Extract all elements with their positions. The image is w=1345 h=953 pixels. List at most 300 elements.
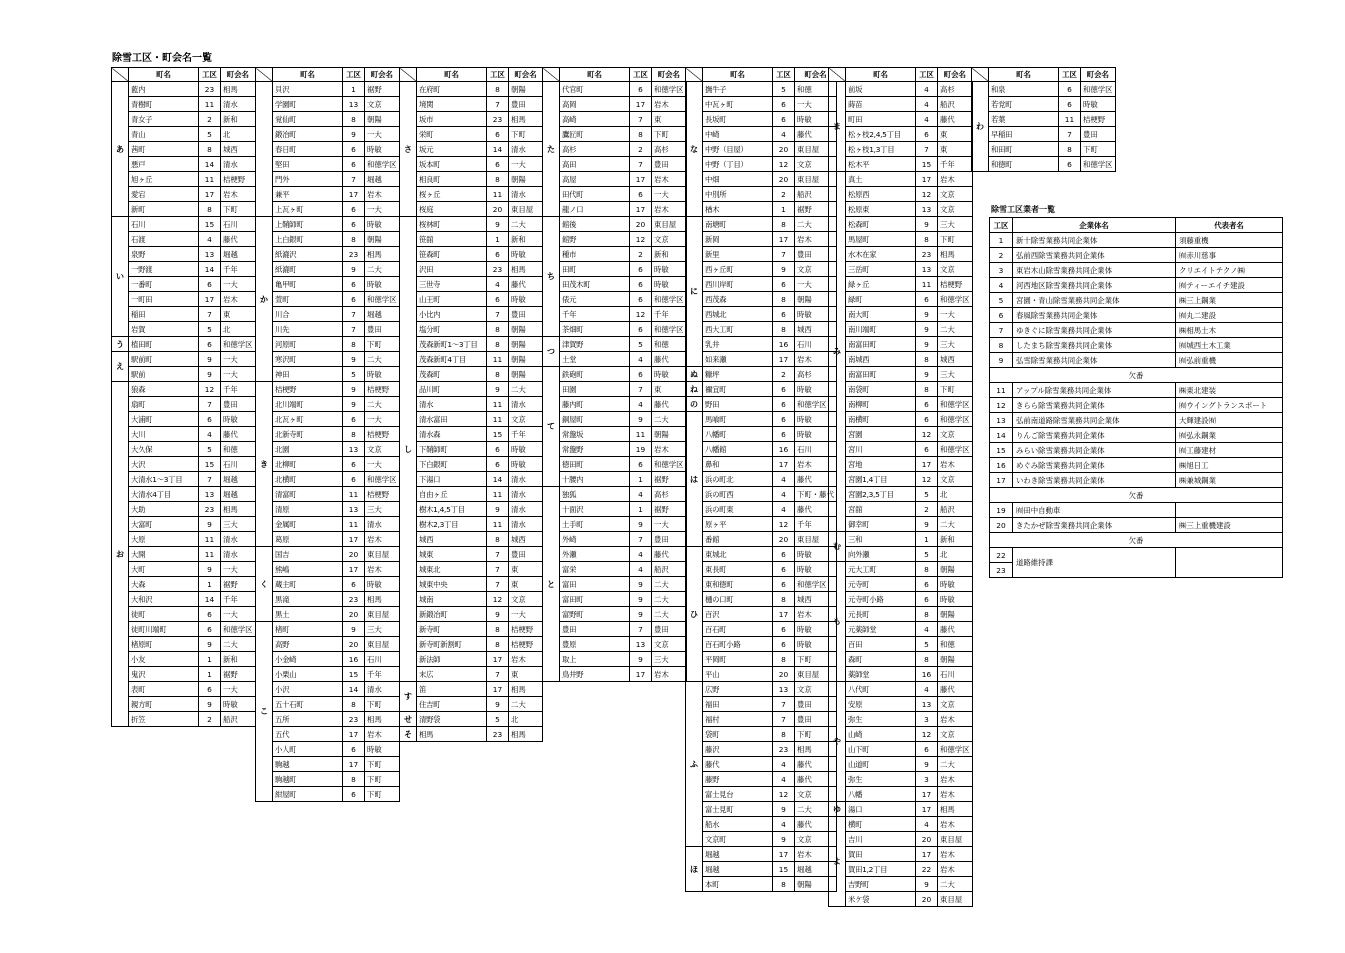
table-row	[400, 697, 543, 712]
contractor-row	[990, 428, 1283, 443]
table-row	[256, 652, 400, 667]
town-name: 駒越	[273, 757, 343, 772]
table-row	[256, 712, 400, 727]
table-row	[112, 442, 256, 457]
contractor-rep: 大輝建設㈲	[1176, 413, 1283, 428]
table-row	[256, 412, 400, 427]
table-row	[543, 112, 687, 127]
association-name: 時敏	[365, 742, 400, 757]
district-number: 14	[199, 262, 221, 277]
contractor-district: 7	[990, 323, 1013, 338]
association-name: 時敏	[795, 637, 837, 652]
association-name: 和徳学区	[1081, 157, 1116, 172]
town-name: 吉野町	[846, 877, 916, 892]
town-name: 駅前町	[129, 352, 199, 367]
association-name: 時敏	[365, 217, 400, 232]
association-name: 下町	[938, 232, 973, 247]
town-name: 大助	[129, 502, 199, 517]
table-row	[256, 202, 400, 217]
association-name: 和徳学区	[652, 292, 687, 307]
district-number: 9	[343, 352, 365, 367]
contractor-rep: クリエイトテクノ㈱	[1176, 263, 1283, 278]
town-name: 紺屋町	[273, 787, 343, 802]
town-name: 小友	[129, 652, 199, 667]
table-row	[400, 547, 543, 562]
district-number: 4	[630, 487, 652, 502]
district-number: 6	[343, 277, 365, 292]
district-number: 7	[630, 382, 652, 397]
table-row	[972, 127, 1116, 142]
district-number: 3	[916, 772, 938, 787]
town-name: 松ヶ枝1,3丁目	[846, 142, 916, 157]
table-row	[400, 427, 543, 442]
town-name: 川合	[273, 307, 343, 322]
association-name: 東	[652, 382, 687, 397]
association-name: 裾野	[221, 577, 256, 592]
kana-group-label	[256, 82, 273, 217]
town-name: 清水森	[417, 427, 487, 442]
district-number: 6	[630, 277, 652, 292]
kana-group-label: え	[112, 352, 129, 382]
kana-group-label: ね	[686, 382, 703, 397]
district-number: 6	[199, 607, 221, 622]
table-row	[256, 577, 400, 592]
town-name: 富野町	[560, 607, 630, 622]
association-name: 二大	[652, 607, 687, 622]
district-number: 9	[343, 382, 365, 397]
town-name: 新寺町新割町	[417, 637, 487, 652]
contractor-district: 16	[990, 458, 1013, 473]
town-name: 十腰内	[560, 472, 630, 487]
association-name: 北	[509, 712, 543, 727]
town-name: 大久保	[129, 442, 199, 457]
town-name: 三世寺	[417, 277, 487, 292]
town-name: 上白銀町	[273, 232, 343, 247]
association-name: 時敏	[365, 367, 400, 382]
kana-group-label: ゆ	[829, 802, 846, 817]
contractor-rep: ㈲赤川慈事	[1176, 248, 1283, 263]
association-name: 文京	[795, 157, 837, 172]
town-name: 亀甲町	[273, 277, 343, 292]
district-number: 7	[343, 307, 365, 322]
town-name: 清水富田	[417, 412, 487, 427]
header-kana	[543, 68, 560, 82]
district-number: 20	[773, 532, 795, 547]
district-number: 6	[199, 682, 221, 697]
association-name: 一大	[652, 187, 687, 202]
district-number: 8	[916, 382, 938, 397]
town-header-row	[686, 68, 837, 82]
table-row	[686, 142, 837, 157]
table-row	[829, 217, 973, 232]
contractor-district: 3	[990, 263, 1013, 278]
contractor-company: ㈲田中自動車	[1013, 503, 1176, 518]
town-name: 徒町川端町	[129, 622, 199, 637]
header-district: 工区	[773, 68, 795, 82]
table-row	[829, 82, 973, 97]
table-row	[400, 337, 543, 352]
association-name: 石川	[795, 442, 837, 457]
association-name: 時敏	[365, 277, 400, 292]
table-row	[112, 352, 256, 367]
table-row	[686, 607, 837, 622]
district-number: 9	[916, 517, 938, 532]
town-table-7	[971, 67, 1116, 172]
table-row	[256, 217, 400, 232]
table-row	[829, 367, 973, 382]
table-row	[112, 697, 256, 712]
contractor-company: みらい除雪業務共同企業体	[1013, 443, 1176, 458]
table-row	[400, 682, 543, 697]
town-name: 樹木2,3丁目	[417, 517, 487, 532]
association-name: 岩木	[795, 607, 837, 622]
association-name: 船沢	[795, 187, 837, 202]
town-name: 俵元	[560, 292, 630, 307]
contractor-company: きらら除雪業務共同企業体	[1013, 398, 1176, 413]
contractor-district: 2	[990, 248, 1013, 263]
association-name: 裾野	[365, 82, 400, 97]
table-row	[112, 172, 256, 187]
town-name: 青女子	[129, 112, 199, 127]
table-row	[543, 607, 687, 622]
table-row	[400, 307, 543, 322]
table-row	[829, 682, 973, 697]
table-row	[829, 127, 973, 142]
table-row	[686, 787, 837, 802]
association-name: 清水	[509, 187, 543, 202]
table-row	[543, 382, 687, 397]
town-name: 茜町	[129, 142, 199, 157]
header-assoc: 町会名	[795, 68, 837, 82]
table-row	[543, 127, 687, 142]
table-row	[400, 442, 543, 457]
association-name: 岩木	[652, 442, 687, 457]
town-name: 新法師	[417, 652, 487, 667]
association-name: 船沢	[221, 712, 256, 727]
vacant-label: 欠番	[990, 533, 1283, 548]
table-row	[256, 547, 400, 562]
table-row	[256, 682, 400, 697]
table-row	[829, 667, 973, 682]
town-name: 自由ヶ丘	[417, 487, 487, 502]
kana-group-label: と	[543, 487, 560, 682]
table-row	[543, 97, 687, 112]
district-number: 17	[199, 187, 221, 202]
town-header-row	[112, 68, 256, 82]
district-number: 9	[916, 877, 938, 892]
table-row	[543, 457, 687, 472]
association-name: 一大	[221, 682, 256, 697]
header-district: 工区	[487, 68, 509, 82]
header-district: 工区	[916, 68, 938, 82]
association-name: 藤代	[652, 547, 687, 562]
table-row	[829, 397, 973, 412]
association-name: 岩木	[938, 847, 973, 862]
table-row	[686, 352, 837, 367]
town-name: 中野（丁目）	[703, 157, 773, 172]
association-name: 相馬	[365, 247, 400, 262]
table-row	[256, 187, 400, 202]
table-row	[686, 832, 837, 847]
table-row	[543, 217, 687, 232]
town-name: 萱町	[273, 292, 343, 307]
table-row	[686, 97, 837, 112]
association-name: 藤代	[652, 352, 687, 367]
table-row	[686, 622, 837, 637]
district-number: 1	[630, 472, 652, 487]
table-row	[256, 82, 400, 97]
association-name: 二大	[509, 217, 543, 232]
town-name: 城東中央	[417, 577, 487, 592]
town-name: 大森	[129, 577, 199, 592]
association-name: 下町	[938, 382, 973, 397]
town-name: 若葉	[989, 112, 1059, 127]
town-name: 植田町	[129, 337, 199, 352]
district-number: 23	[199, 82, 221, 97]
district-number: 6	[773, 622, 795, 637]
town-name: 東和徳町	[703, 577, 773, 592]
association-name: 時敏	[795, 112, 837, 127]
contractor-row	[990, 263, 1283, 278]
town-name: 鼻和	[703, 457, 773, 472]
association-name: 清水	[509, 517, 543, 532]
town-name: 富田町	[560, 592, 630, 607]
association-name: 千年	[221, 382, 256, 397]
association-name: 相馬	[221, 502, 256, 517]
table-row	[686, 517, 837, 532]
association-name: 和徳学区	[365, 472, 400, 487]
kana-group-label: し	[400, 217, 417, 682]
table-row	[686, 382, 837, 397]
district-number: 6	[343, 472, 365, 487]
district-number: 6	[487, 127, 509, 142]
district-number: 4	[630, 397, 652, 412]
district-number: 17	[916, 787, 938, 802]
town-name: 南富田町	[846, 367, 916, 382]
town-name: 城西	[417, 532, 487, 547]
town-name: 館後	[560, 217, 630, 232]
table-row	[686, 262, 837, 277]
association-name: 下町	[652, 127, 687, 142]
table-row	[686, 637, 837, 652]
table-row	[543, 352, 687, 367]
district-number: 13	[773, 682, 795, 697]
district-number: 17	[773, 847, 795, 862]
contractor-district: 22	[990, 548, 1013, 563]
district-number: 15	[773, 862, 795, 877]
district-number: 13	[916, 697, 938, 712]
table-row	[256, 142, 400, 157]
district-number: 4	[630, 562, 652, 577]
town-name: 福村	[703, 712, 773, 727]
district-number: 13	[916, 262, 938, 277]
town-name: 文京町	[703, 832, 773, 847]
district-number: 4	[630, 547, 652, 562]
table-row	[256, 562, 400, 577]
contractor-row	[990, 518, 1283, 533]
table-row	[686, 322, 837, 337]
contractor-row	[990, 368, 1283, 383]
town-name: 豊田	[560, 622, 630, 637]
association-name: 藤代	[221, 232, 256, 247]
association-name: 藤代	[795, 757, 837, 772]
town-name: 若党町	[989, 97, 1059, 112]
association-name: 千年	[652, 307, 687, 322]
table-row	[112, 112, 256, 127]
association-name: 裾野	[221, 667, 256, 682]
association-name: 豊田	[365, 322, 400, 337]
association-name: 朝陽	[509, 172, 543, 187]
district-number: 4	[773, 487, 795, 502]
district-number: 17	[630, 202, 652, 217]
association-name: 文京	[509, 592, 543, 607]
district-number: 20	[630, 217, 652, 232]
kana-group-label: き	[256, 382, 273, 547]
town-name: 松ヶ枝2,4,5丁目	[846, 127, 916, 142]
kana-group-label: は	[686, 412, 703, 547]
association-name: 和徳学区	[365, 292, 400, 307]
association-name: 時敏	[509, 442, 543, 457]
association-name: 一大	[365, 412, 400, 427]
town-name: 徒町	[129, 607, 199, 622]
table-row	[686, 442, 837, 457]
table-row	[829, 322, 973, 337]
district-number: 7	[773, 697, 795, 712]
association-name: 三大	[365, 502, 400, 517]
district-number: 6	[343, 292, 365, 307]
table-row	[112, 82, 256, 97]
town-name: 浜の町東	[703, 502, 773, 517]
table-row	[543, 142, 687, 157]
table-row	[686, 727, 837, 742]
district-number: 6	[916, 442, 938, 457]
association-name: 東目屋	[652, 217, 687, 232]
association-name: 三大	[365, 622, 400, 637]
district-number: 6	[1059, 82, 1081, 97]
district-number: 1	[630, 502, 652, 517]
contractor-rep	[1176, 503, 1283, 518]
district-number: 6	[630, 292, 652, 307]
town-name: 米ケ袋	[846, 892, 916, 907]
town-name: 中崎	[703, 127, 773, 142]
table-row	[543, 157, 687, 172]
association-name: 和徳学区	[795, 577, 837, 592]
table-row	[686, 457, 837, 472]
contractor-district: 8	[990, 338, 1013, 353]
contractor-district: 17	[990, 473, 1013, 488]
header-town: 町名	[129, 68, 199, 82]
town-name: 本町	[703, 877, 773, 892]
association-name: 岩木	[365, 532, 400, 547]
association-name: 船沢	[652, 562, 687, 577]
town-name: 馬喰町	[703, 412, 773, 427]
town-name: 黒滝	[273, 592, 343, 607]
town-name: 徳田町	[560, 457, 630, 472]
town-name: 中別所	[703, 187, 773, 202]
district-number: 17	[773, 457, 795, 472]
town-name: 松原西	[846, 187, 916, 202]
association-name: 二大	[938, 322, 973, 337]
district-number: 20	[773, 172, 795, 187]
association-name: 東目屋	[365, 547, 400, 562]
district-number: 5	[630, 337, 652, 352]
district-number: 6	[487, 457, 509, 472]
town-name: 撫牛子	[703, 82, 773, 97]
association-name: 時敏	[795, 562, 837, 577]
town-name: 田茂木町	[560, 277, 630, 292]
table-row	[686, 877, 837, 892]
town-name: 下湯口	[417, 472, 487, 487]
table-row	[829, 592, 973, 607]
district-number: 12	[630, 307, 652, 322]
association-name: 岩木	[938, 787, 973, 802]
association-name: 清水	[509, 502, 543, 517]
town-name: 小人町	[273, 742, 343, 757]
association-name: 東	[938, 142, 973, 157]
district-number: 7	[630, 157, 652, 172]
district-number: 9	[487, 607, 509, 622]
district-number: 7	[773, 247, 795, 262]
table-row	[400, 292, 543, 307]
association-name: 裾野	[795, 202, 837, 217]
table-row	[829, 187, 973, 202]
association-name: 二大	[365, 352, 400, 367]
association-name: 時敏	[795, 427, 837, 442]
district-number: 2	[630, 142, 652, 157]
association-name: 裾野	[652, 472, 687, 487]
table-row	[829, 562, 973, 577]
table-row	[400, 262, 543, 277]
district-number: 8	[487, 322, 509, 337]
association-name: 下町	[221, 202, 256, 217]
town-name: 楮原町	[129, 637, 199, 652]
district-number: 8	[487, 367, 509, 382]
table-row	[829, 112, 973, 127]
town-name: 下鞘師町	[417, 442, 487, 457]
association-name: 時敏	[509, 292, 543, 307]
table-row	[829, 337, 973, 352]
district-number: 23	[916, 247, 938, 262]
association-name: 一大	[221, 562, 256, 577]
table-row	[829, 862, 973, 877]
association-name: 朝陽	[795, 877, 837, 892]
district-number: 9	[487, 217, 509, 232]
association-name: 二大	[365, 397, 400, 412]
association-name: 下町	[365, 697, 400, 712]
town-name: 一野渡	[129, 262, 199, 277]
table-row	[256, 607, 400, 622]
district-number: 9	[487, 382, 509, 397]
town-name: 上鞘師町	[273, 217, 343, 232]
table-row	[400, 352, 543, 367]
district-number: 6	[487, 292, 509, 307]
district-number: 5	[199, 127, 221, 142]
district-number: 9	[199, 352, 221, 367]
header-district: 工区	[1059, 68, 1081, 82]
table-row	[112, 712, 256, 727]
header-assoc: 町会名	[221, 68, 256, 82]
contractor-district: 11	[990, 383, 1013, 398]
table-row	[112, 277, 256, 292]
town-name: 門外	[273, 172, 343, 187]
district-number: 9	[916, 322, 938, 337]
town-name: 野田	[703, 397, 773, 412]
table-row	[112, 217, 256, 232]
table-row	[686, 652, 837, 667]
table-row	[112, 562, 256, 577]
association-name: 桔梗野	[365, 427, 400, 442]
table-row	[686, 472, 837, 487]
